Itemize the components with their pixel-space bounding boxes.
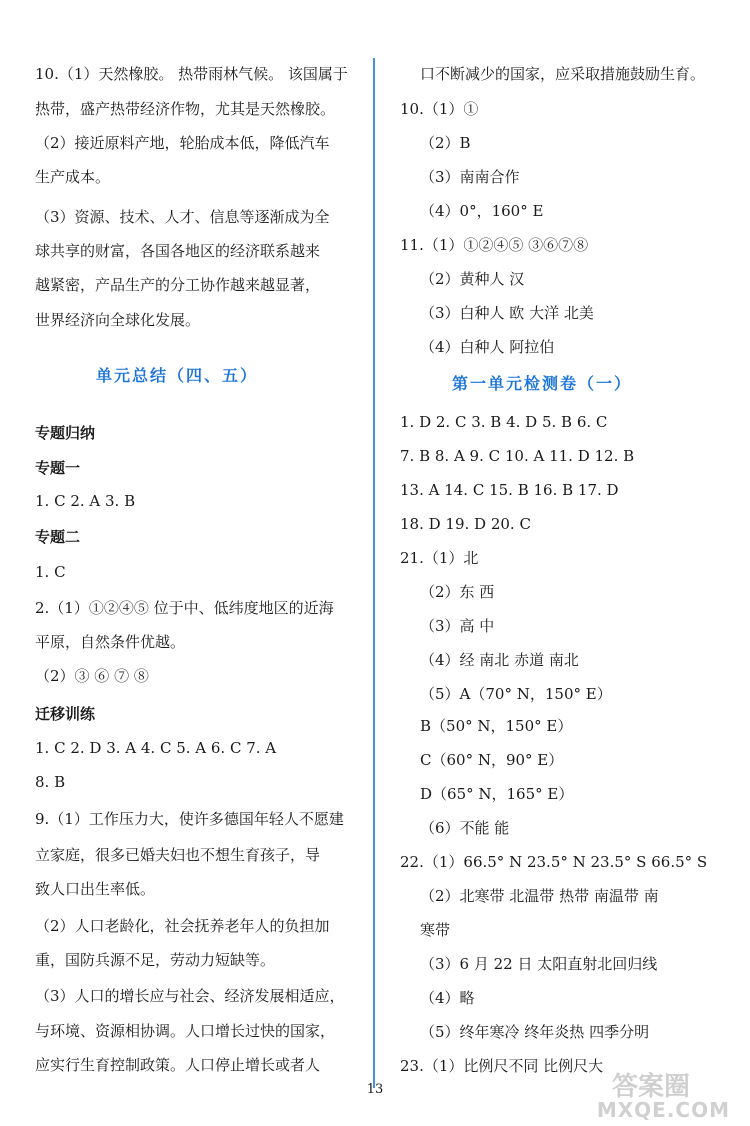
q21-a1: 21.（1）北	[400, 549, 479, 567]
q21-a4: （4）经 南北 赤道 南北	[420, 651, 579, 669]
q22-a4: （3）6 月 22 日 太阳直射北回归线	[420, 955, 658, 973]
left-q10-line1: 10.（1）天然橡胶。 热带雨林气候。 该国属于	[35, 65, 348, 83]
q21-a5: （5）A（70° N，150° E）	[420, 685, 612, 703]
transfer-q9-line5: 重，国防兵源不足，劳动力短缺等。	[35, 951, 276, 969]
right-q11-a4: （4）白种人 阿拉伯	[420, 338, 555, 356]
q23-a1: 23.（1）比例尺不同 比例尺大	[400, 1057, 604, 1075]
left-q10-line3: （2）接近原料产地，轮胎成本低，降低汽车	[35, 134, 330, 152]
unit-summary-title: 单元总结（四、五）	[96, 366, 259, 385]
q22-a2: （2）北寒带 北温带 热带 南温带 南	[420, 887, 659, 905]
q22-a5: （4）略	[420, 989, 475, 1007]
topic2-answer2-line3: （2）③ ⑥ ⑦ ⑧	[35, 667, 149, 685]
unit-test-title: 第一单元检测卷（一）	[452, 374, 633, 393]
right-q11-a1: 11.（1）①②④⑤ ③⑥⑦⑧	[400, 236, 589, 254]
left-q10-line5: （3）资源、技术、人才、信息等逐渐成为全	[35, 208, 330, 226]
transfer-q9-line1: 9.（1）工作压力大，使许多德国年轻人不愿建	[35, 810, 344, 828]
topic-summary-heading: 专题归纳	[35, 424, 96, 442]
right-q10-a2: （2）B	[420, 134, 471, 152]
column-divider	[373, 58, 375, 1088]
q21-a6: B（50° N，150° E）	[420, 717, 573, 735]
right-q10-a4: （4）0°，160° E	[420, 202, 544, 220]
topic2-heading: 专题二	[35, 528, 81, 546]
q21-a3: （3）高 中	[420, 617, 495, 635]
watermark-logo-en: MXQE.COM	[596, 1098, 730, 1122]
q21-a2: （2）东 西	[420, 583, 495, 601]
q21-a7: C（60° N，90° E）	[420, 751, 564, 769]
right-q11-a3: （3）白种人 欧 大洋 北美	[420, 304, 594, 322]
right-continuation: 口不断减少的国家，应采取措施鼓励生育。	[420, 65, 706, 83]
mc-answers-row4: 18. D 19. D 20. C	[400, 515, 531, 533]
mc-answers-row1: 1. D 2. C 3. B 4. D 5. B 6. C	[400, 413, 608, 431]
right-q10-a3: （3）南南合作	[420, 168, 520, 186]
transfer-q9-line6: （3）人口的增长应与社会、经济发展相适应，	[35, 987, 345, 1005]
left-q10-line8: 世界经济向全球化发展。	[35, 311, 201, 329]
q21-a8: D（65° N，165° E）	[420, 785, 574, 803]
page-number: 13	[366, 1082, 384, 1097]
left-q10-line2: 热带，盛产热带经济作物，尤其是天然橡胶。	[35, 100, 336, 118]
transfer-answers-line2: 8. B	[35, 773, 66, 791]
transfer-q9-line8: 应实行生育控制政策。人口停止增长或者人	[35, 1056, 321, 1074]
topic2-answer2-line2: 平原，自然条件优越。	[35, 633, 186, 651]
topic1-heading: 专题一	[35, 459, 81, 477]
transfer-q9-line3: 致人口出生率低。	[35, 880, 156, 898]
watermark-logo-cn: 答案圈	[611, 1072, 690, 1102]
transfer-q9-line2: 立家庭，很多已婚夫妇也不想生育孩子，导	[35, 846, 321, 864]
q22-a6: （5）终年寒冷 终年炎热 四季分明	[420, 1023, 650, 1041]
transfer-answers-line1: 1. C 2. D 3. A 4. C 5. A 6. C 7. A	[35, 739, 277, 757]
transfer-heading: 迁移训练	[35, 705, 96, 723]
q22-a1: 22.（1）66.5° N 23.5° N 23.5° S 66.5° S	[400, 853, 708, 871]
q22-a3: 寒带	[420, 921, 451, 939]
left-q10-line4: 生产成本。	[35, 168, 111, 186]
right-q10-a1: 10.（1）①	[400, 100, 479, 118]
topic1-answers: 1. C 2. A 3. B	[35, 492, 136, 510]
right-q11-a2: （2）黄种人 汉	[420, 270, 525, 288]
transfer-q9-line4: （2）人口老龄化，社会抚养老年人的负担加	[35, 917, 330, 935]
mc-answers-row3: 13. A 14. C 15. B 16. B 17. D	[400, 481, 619, 499]
left-q10-line7: 越紧密，产品生产的分工协作越来越显著，	[35, 276, 321, 294]
q21-a9: （6）不能 能	[420, 819, 510, 837]
transfer-q9-line7: 与环境、资源相协调。人口增长过快的国家，	[35, 1022, 336, 1040]
mc-answers-row2: 7. B 8. A 9. C 10. A 11. D 12. B	[400, 447, 635, 465]
left-q10-line6: 球共享的财富，各国各地区的经济联系越来	[35, 242, 321, 260]
topic2-answer2-line1: 2.（1）①②④⑤ 位于中、低纬度地区的近海	[35, 599, 334, 617]
topic2-answer1: 1. C	[35, 563, 66, 581]
